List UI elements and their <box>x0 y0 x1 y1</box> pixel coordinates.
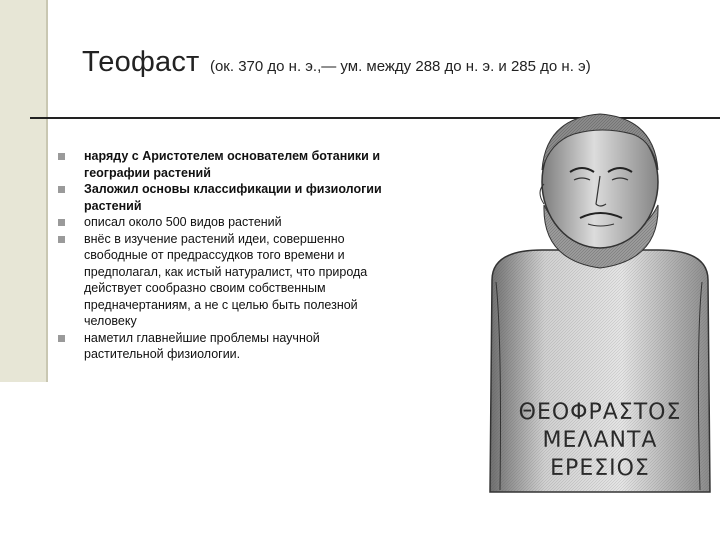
bullet-text: Заложил основы классификации и физиологии растений <box>84 182 382 213</box>
square-bullet-icon <box>58 186 65 193</box>
square-bullet-icon <box>58 236 65 243</box>
square-bullet-icon <box>58 335 65 342</box>
bullet-text: наряду с Аристотелем основателем ботаники и географии растений <box>84 149 381 180</box>
bullet-item <box>58 231 388 330</box>
inscription-line-2: ΜΕΛΑΝΤΑ <box>542 428 658 453</box>
bullet-text: внёс в изучение растений идеи, совершенно свободные от предрассудков того времени и предполагал, как истый натуралист, что природа действует сообразно своим собственным предначертаниям, а не с целью быть полезной человеку <box>84 231 368 328</box>
bullet-list <box>58 148 388 363</box>
bullet-item <box>58 148 388 181</box>
square-bullet-icon <box>58 219 65 226</box>
title-dates: (ок. 370 до н. э.,— ум. между 288 до н. э. и 285 до н. э) <box>209 58 591 75</box>
theophrastus-bust-image <box>482 100 718 500</box>
left-accent-bar-edge <box>46 0 48 382</box>
title-name: Теофаст <box>82 46 200 78</box>
inscription-line-1: ΘΕΟΦΡΑΣΤΟΣ <box>518 400 682 425</box>
bullet-item <box>58 330 388 363</box>
square-bullet-icon <box>58 153 65 160</box>
inscription-line-3: ΕΡΕΣΙΟΣ <box>550 456 650 481</box>
bullet-item <box>58 214 388 231</box>
bullet-item <box>58 181 388 214</box>
bullet-text: описал около 500 видов растений <box>84 215 282 229</box>
slide-title <box>82 46 702 79</box>
bullet-text: наметил главнейшие проблемы научной растительной физиологии. <box>84 330 320 361</box>
left-accent-bar <box>0 0 46 382</box>
